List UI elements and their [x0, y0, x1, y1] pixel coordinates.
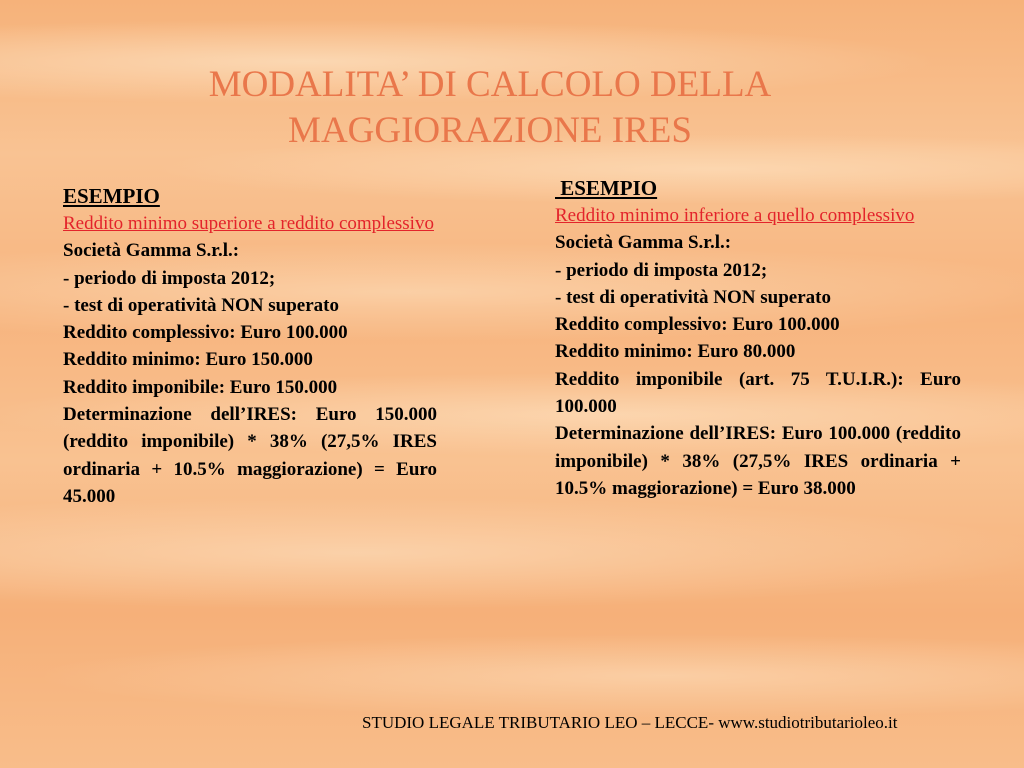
slide-title [150, 62, 830, 154]
slide-title-line-1: MODALITA’ DI CALCOLO DELLA [208, 64, 772, 105]
example-right-company: Società Gamma S.r.l.: [555, 232, 732, 254]
example-right-column [555, 175, 961, 502]
example-right-item: Reddito minimo: Euro 80.000 [555, 341, 796, 363]
example-right-taxable: Reddito imponibile (art. 75 T.U.I.R.): Euro 100.000 [555, 368, 961, 418]
example-left-item: - test di operatività NON superato [63, 294, 339, 316]
footer-credit: STUDIO LEGALE TRIBUTARIO LEO – LECCE- www.studiotributarioleo.it [362, 713, 898, 732]
example-left-item: Reddito minimo: Euro 150.000 [63, 349, 313, 371]
example-right-item: Reddito complessivo: Euro 100.000 [555, 314, 840, 336]
example-left-determination: Determinazione dell’IRES: Euro 150.000 (reddito imponibile) * 38% (27,5% IRES ordinaria + 10.5% maggiorazione) = Euro 45.000 [63, 404, 437, 507]
example-left-item: Reddito imponibile: Euro 150.000 [63, 376, 338, 398]
example-left-item: - periodo di imposta 2012; [63, 267, 276, 289]
example-left-heading: ESEMPIO [63, 184, 160, 208]
example-right-subtitle: Reddito minimo inferiore a quello complessivo [555, 205, 915, 226]
example-right-item: - periodo di imposta 2012; [555, 259, 768, 281]
slide-title-line-2: MAGGIORAZIONE IRES [288, 110, 692, 151]
example-left-item: Reddito complessivo: Euro 100.000 [63, 322, 348, 344]
example-left-company: Società Gamma S.r.l.: [63, 240, 240, 262]
example-right-determination: Determinazione dell’IRES: Euro 100.000 (reddito imponibile) * 38% (27,5% IRES ordinaria + 10.5% maggiorazione) = Euro 38.000 [555, 423, 961, 499]
example-right-heading: ESEMPIO [555, 176, 658, 200]
example-left-subtitle: Reddito minimo superiore a reddito complessivo [63, 213, 434, 234]
example-right-item: - test di operatività NON superato [555, 286, 831, 308]
example-left-column [63, 183, 437, 510]
